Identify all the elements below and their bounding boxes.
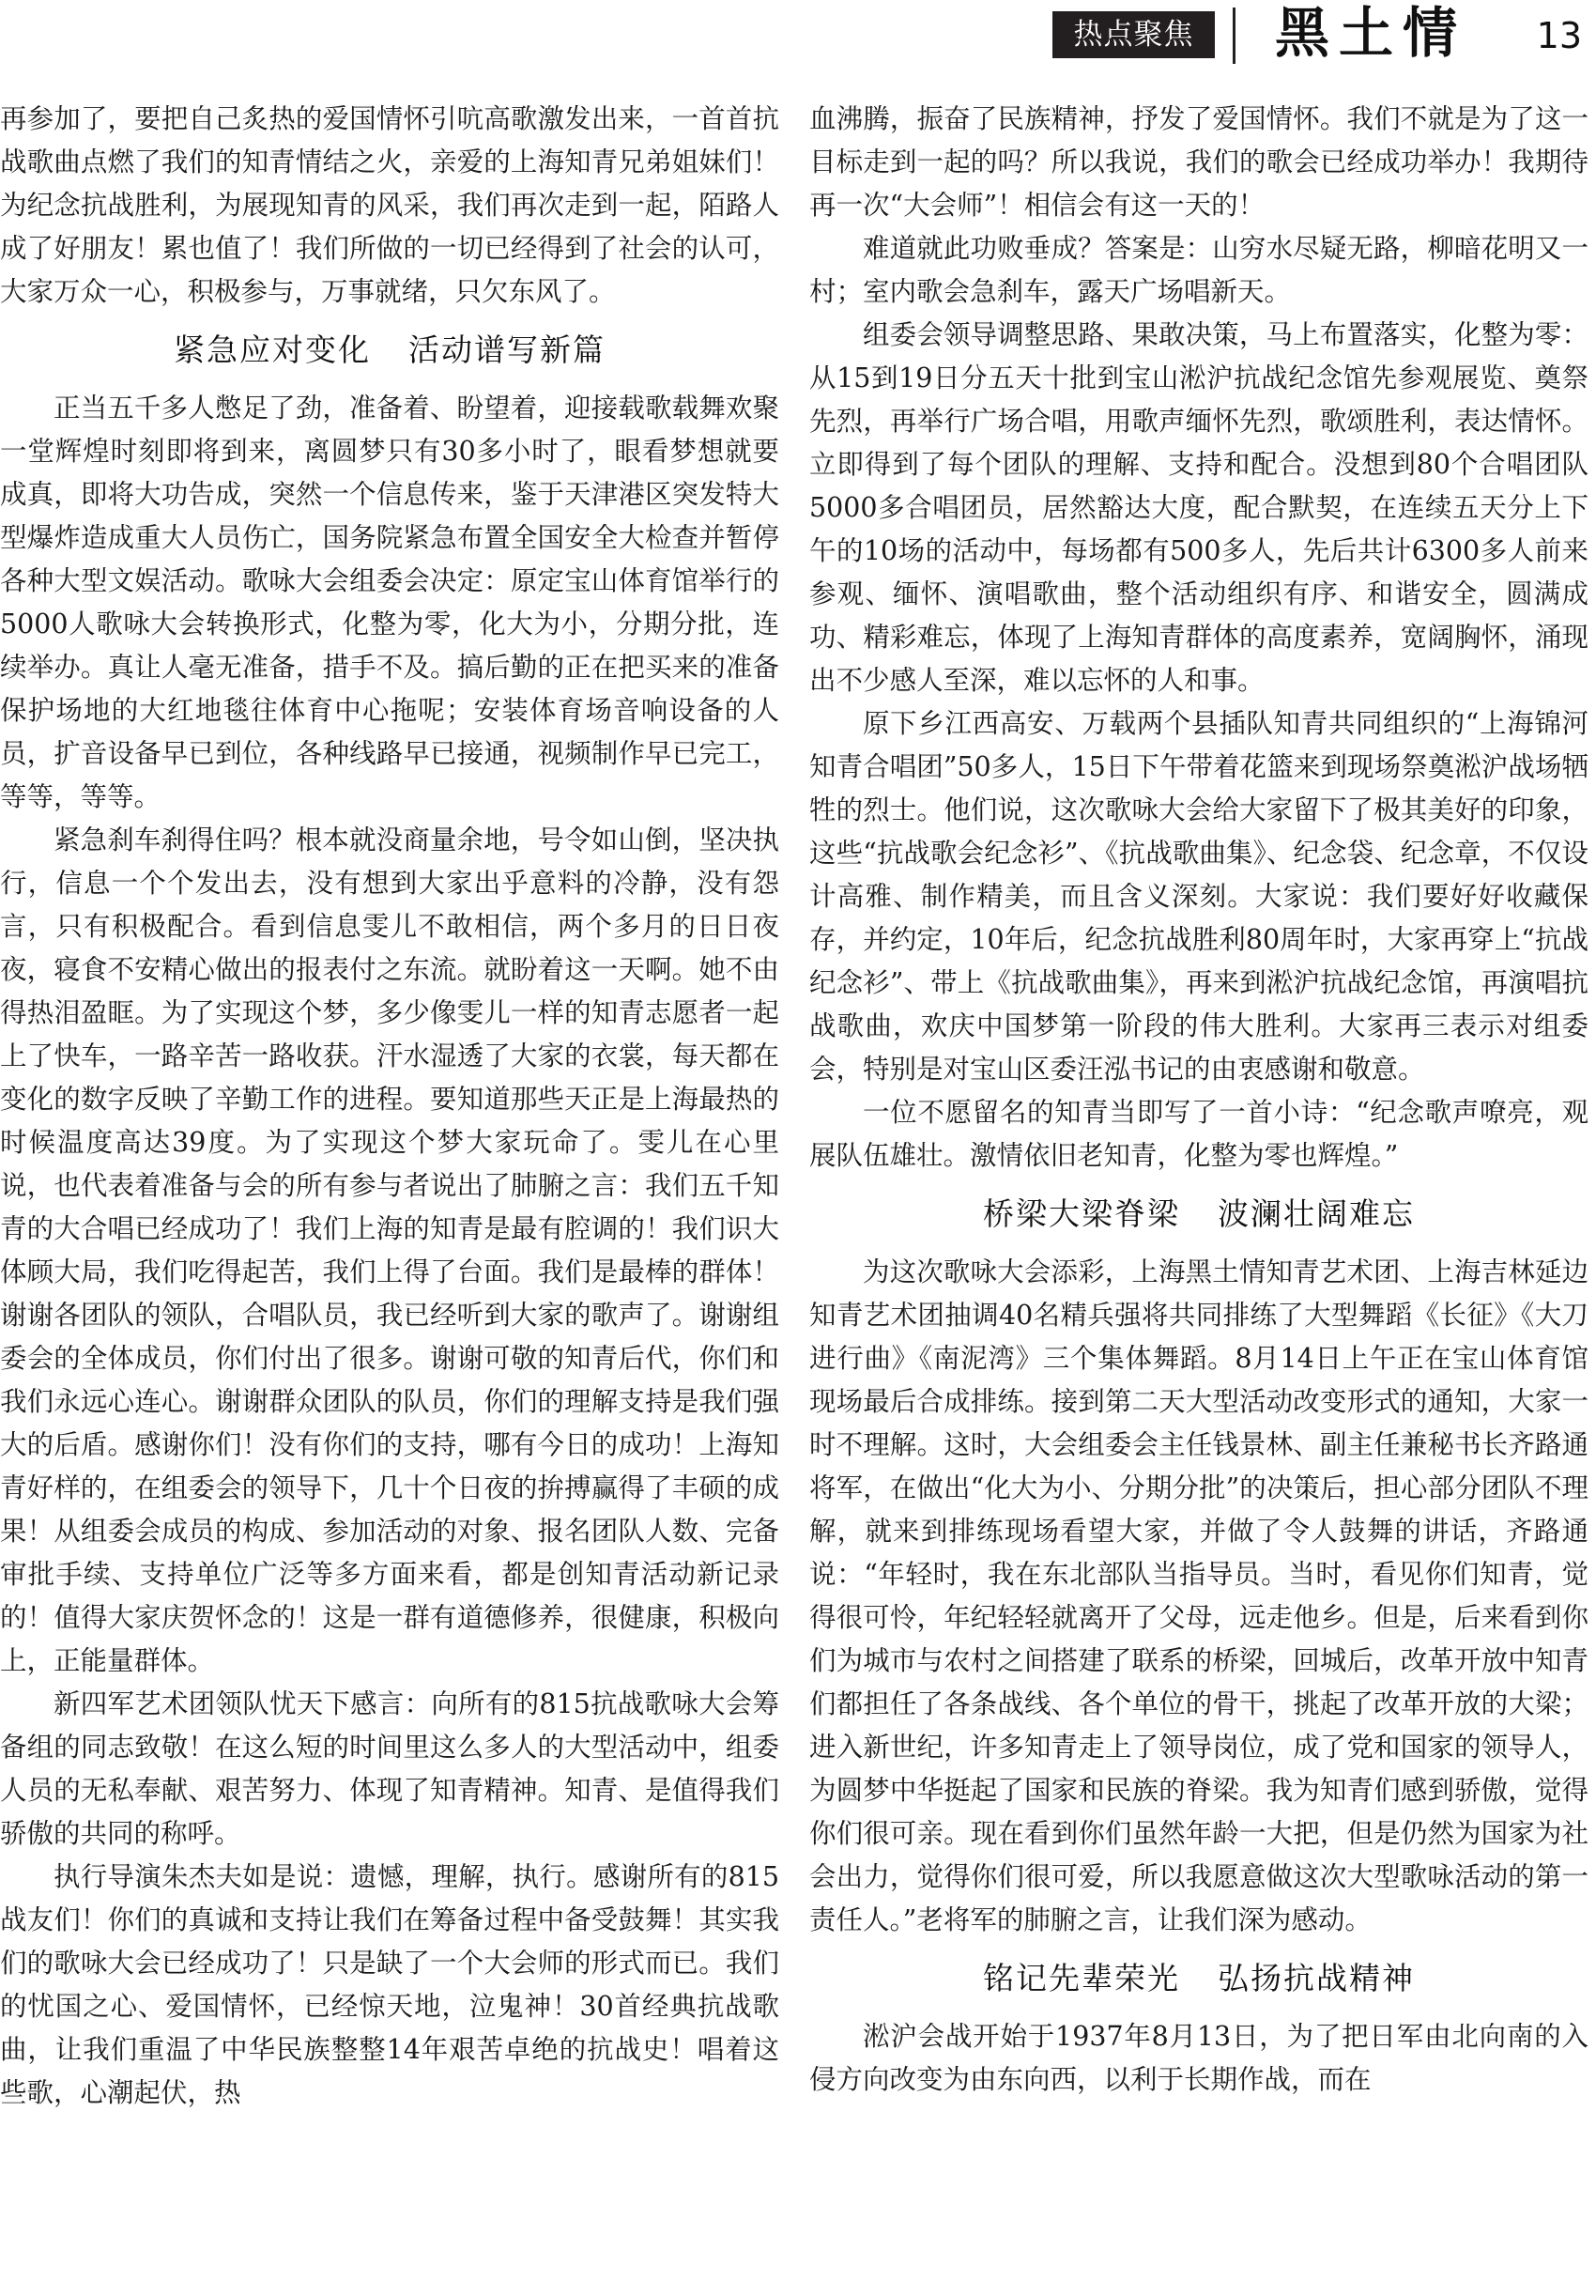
- poem-lead: 一位不愿留名的知青当即写了一首小诗：: [863, 1097, 1357, 1128]
- paragraph: 新四军艺术团领队忧天下感言：向所有的815抗战歌咏大会筹备组的同志致敬！在这么短的时间里这么多人的大型活动中，组委人员的无私奉献、艰苦努力、体现了知青精神。知青、是值得我们骄傲的共同的称呼。: [0, 1688, 779, 1849]
- heading-part: 桥梁大梁脊梁: [983, 1195, 1180, 1232]
- left-column: [0, 98, 779, 2115]
- poem-line: “纪念歌声嘹亮，观展队伍雄壮。: [809, 1097, 1588, 1171]
- heading-part: 弘扬抗战精神: [1218, 1960, 1415, 1996]
- section-heading: [809, 1942, 1588, 2015]
- paragraph: 执行导演朱杰夫如是说：遗憾，理解，执行。感谢所有的815战友们！你们的真诚和支持让我们在筹备过程中备受鼓舞！其实我们的歌咏大会已经成功了！只是缺了一个大会师的形式而已。我们的忧国之心、爱国情怀，已经惊天地，泣鬼神！30首经典抗战歌曲，让我们重温了中华民族整整14年艰苦卓绝的抗战史！唱着这些歌，心潮起伏，热: [0, 1861, 779, 2108]
- paragraph: 正当五千多人憋足了劲，准备着、盼望着，迎接载歌载舞欢聚一堂辉煌时刻即将到来，离圆梦只有30多小时了，眼看梦想就要成真，即将大功告成，突然一个信息传来，鉴于天津港区突发特大型爆炸造成重大人员伤亡，国务院紧急布置全国安全大检查并暂停各种大型文娱活动。歌咏大会组委会决定：原定宝山体育馆举行的5000人歌咏大会转换形式，化整为零，化大为小，分期分批，连续举办。真让人毫无准备，措手不及。搞后勤的正在把买来的准备保护场地的大红地毯往体育中心拖呢；安装体育场音响设备的人员，扩音设备早已到位，各种线路早已接通，视频制作早已完工，等等，等等。: [0, 393, 779, 812]
- poem-paragraph: [809, 1091, 1588, 1178]
- heading-part: 活动谱写新篇: [408, 331, 606, 368]
- magazine-title: 黑土情: [1275, 1, 1467, 65]
- paragraph: 淞沪会战开始于1937年8月13日，为了把日军由北向南的入侵方向改变为由东向西，以利于长期作战，而在: [809, 2021, 1588, 2095]
- paragraph: 为这次歌咏大会添彩，上海黑土情知青艺术团、上海吉林延边知青艺术团抽调40名精兵强将共同排练了大型舞蹈《长征》《大刀进行曲》《南泥湾》三个集体舞蹈。8月14日上午正在宝山体育馆现场最后合成排练。接到第二天大型活动改变形式的通知，大家一时不理解。这时，大会组委会主任钱景林、副主任兼秘书长齐路通将军，在做出“化大为小、分期分批”的决策后，担心部分团队不理解，就来到排练现场看望大家，并做了令人鼓舞的讲话，齐路通说：“年轻时，我在东北部队当指导员。当时，看见你们知青，觉得很可怜，年纪轻轻就离开了父母，远走他乡。但是，后来看到你们为城市与农村之间搭建了联系的桥梁，回城后，改革开放中知青们都担任了各条战线、各个单位的骨干，挑起了改革开放的大梁；进入新世纪，许多知青走上了领导岗位，成了党和国家的领导人，为圆梦中华挺起了国家和民族的脊梁。我为知青们感到骄傲，觉得你们很可亲。现在看到你们虽然年龄一大把，但是仍然为国家为社会出力，觉得你们很可爱，所以我愿意做这次大型歌咏活动的第一责任人。”老将军的肺腑之言，让我们深为感动。: [809, 1256, 1588, 1935]
- paragraph: 再参加了，要把自己炙热的爱国情怀引吭高歌激发出来，一首首抗战歌曲点燃了我们的知青情结之火，亲爱的上海知青兄弟姐妹们！为纪念抗战胜利，为展现知青的风采，我们再次走到一起，陌路人成了好朋友！累也值了！我们所做的一切已经得到了社会的认可，大家万众一心，积极参与，万事就绪，只欠东风了。: [0, 103, 779, 307]
- paragraph: 原下乡江西高安、万载两个县插队知青共同组织的“上海锦河知青合唱团”50多人，15日下午带着花篮来到现场祭奠淞沪战场牺牲的烈士。他们说，这次歌咏大会给大家留下了极其美好的印象，这些“抗战歌会纪念衫”、《抗战歌曲集》、纪念袋、纪念章，不仅设计高雅、制作精美，而且含义深刻。大家说：我们要好好收藏保存，并约定，10年后，纪念抗战胜利80周年时，大家再穿上“抗战纪念衫”、带上《抗战歌曲集》，再来到淞沪抗战纪念馆，再演唱抗战歌曲，欢庆中国梦第一阶段的伟大胜利。大家再三表示对组委会，特别是对宝山区委汪泓书记的由衷感谢和敬意。: [809, 708, 1588, 1085]
- page-header: [0, 0, 1596, 73]
- paragraph: 难道就此功败垂成？答案是：山穷水尽疑无路，柳暗花明又一村；室内歌会急刹车，露天广场唱新天。: [809, 233, 1588, 307]
- section-heading: [809, 1178, 1588, 1251]
- paragraph: 紧急刹车刹得住吗？根本就没商量余地，号令如山倒，坚决执行，信息一个个发出去，没有想到大家出乎意料的冷静，没有怨言，只有积极配合。看到信息雯儿不敢相信，两个多月的日日夜夜，寝食不安精心做出的报表付之东流。就盼着这一天啊。她不由得热泪盈眶。为了实现这个梦，多少像雯儿一样的知青志愿者一起上了快车，一路辛苦一路收获。汗水湿透了大家的衣裳，每天都在变化的数字反映了辛勤工作的进程。要知道那些天正是上海最热的时候温度高达39度。为了实现这个梦大家玩命了。雯儿在心里说，也代表着准备与会的所有参与者说出了肺腑之言：我们五千知青的大合唱已经成功了！我们上海的知青是最有腔调的！我们识大体顾大局，我们吃得起苦，我们上得了台面。我们是最棒的群体！谢谢各团队的领队，合唱队员，我已经听到大家的歌声了。谢谢组委会的全体成员，你们付出了很多。谢谢可敬的知青后代，你们和我们永远心连心。谢谢群众团队的队员，你们的理解支持是我们强大的后盾。感谢你们！没有你们的支持，哪有今日的成功！上海知青好样的，在组委会的领导下，几十个日夜的拚搏赢得了丰硕的成果！从组委会成员的构成、参加活动的对象、报名团队人数、完备审批手续、支持单位广泛等多方面来看，都是创知青活动新记录的！值得大家庆贺怀念的！这是一群有道德修养，很健康，积极向上，正能量群体。: [0, 824, 779, 1676]
- poem-line: 激情依旧老知青，化整为零也辉煌。”: [970, 1140, 1399, 1171]
- paragraph: 组委会领导调整思路、果敢决策，马上布置落实，化整为零：从15到19日分五天十批到宝山淞沪抗战纪念馆先参观展览、奠祭先烈，再举行广场合唱，用歌声缅怀先烈，歌颂胜利，表达情怀。立即得到了每个团队的理解、支持和配合。没想到80个合唱团队5000多合唱团员，居然豁达大度，配合默契，在连续五天分上下午的10场的活动中，每场都有500多人，先后共计6300多人前来参观、缅怀、演唱歌曲，整个活动组织有序、和谐安全，圆满成功、精彩难忘，体现了上海知青群体的高度素养，宽阔胸怀，涌现出不少感人至深，难以忘怀的人和事。: [809, 319, 1588, 696]
- heading-part: 铭记先辈荣光: [983, 1960, 1180, 1996]
- section-tag: 热点聚焦: [1052, 11, 1215, 58]
- header-divider: [1233, 8, 1235, 64]
- page-number: 13: [1536, 15, 1582, 56]
- heading-part: 波澜壮阔难忘: [1218, 1195, 1415, 1232]
- right-column: [809, 98, 1588, 2102]
- paragraph: 血沸腾，振奋了民族精神，抒发了爱国情怀。我们不就是为了这一目标走到一起的吗？所以我说，我们的歌会已经成功举办！我期待再一次“大会师”！相信会有这一天的！: [809, 103, 1588, 221]
- heading-part: 紧急应对变化: [174, 331, 371, 368]
- section-heading: [0, 314, 779, 387]
